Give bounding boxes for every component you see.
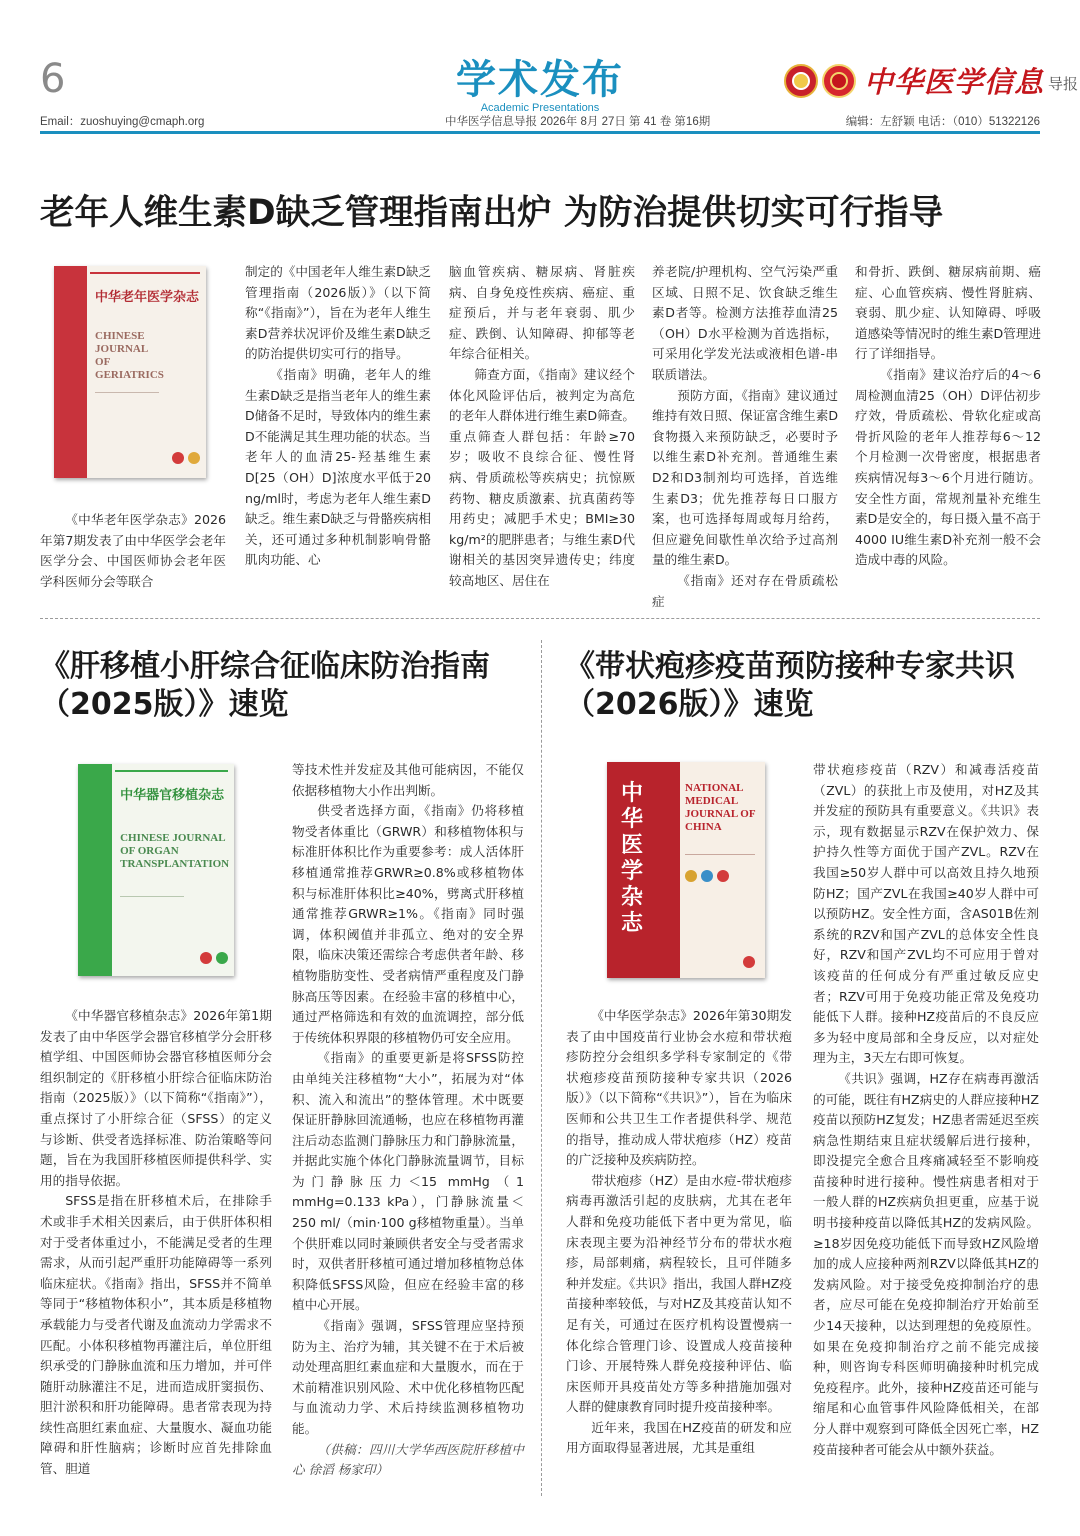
main-col-4-p2: 预防方面，《指南》建议通过维持有效日照、保证富含维生素D食物摄入来预防缺乏，必要时予以维生素D补充剂。普通维生素D2和D3制剂均可选择，首选维生素D3；优先推荐每日口服方案，也可选择每周或每月给药，但应避免间歇性单次给予过高剂量的维生素D。 [652,387,839,568]
zoster-title-line2: （2026版）》速览 [565,687,814,722]
section-divider [40,618,1040,619]
main-col-5-p1: 和骨折、跌倒、糖尿病前期、癌症、心血管疾病、慢性肾脏病、衰弱、肌少症、认知障碍、呼吸道感染等情况时的维生素D管理进行了详细指导。 [855,264,1042,362]
editor-info: 编辑：左舒颖 电话：（010）51322126 [845,116,1040,128]
zoster-col-2 [813,760,1039,1460]
section-masthead [410,58,670,114]
geriatrics-cover-en: CHINESE JOURNAL OF GERIATRICS [95,330,164,381]
liver-col-1-p2: SFSS是指在肝移植术后，在排除手术或非手术相关因素后，由于供肝体积相对于受者体重过小，不能满足受者的生理需求，从而引起严重肝功能障碍等一系列临床症状。《指南》指出，SFSS并不简单等同于“移植物体积小”，其本质是移植物承载能力与受者代谢及血流动力学需求不匹配。小体积移植物再灌注后，单位肝组织承受的门静脉血流和压力增加，并可伴随肝动脉灌注不足，进而造成肝窦损伤、胆汁淤积和肝功能障碍。患者常表现为持续性高胆红素血症、大量腹水、凝血功能障碍和肝性脑病；诊断时应首先排除血管、胆道 [40,1193,272,1477]
column-divider [541,640,542,1496]
main-col-4-p3: 《指南》还对存在骨质疏松症 [652,572,838,609]
brand-logo [784,60,1078,101]
main-headline: 老年人维生素D缺乏管理指南出炉 为防治提供切实可行指导 [40,193,944,233]
brand-emblem-icon [822,64,856,98]
brand-name: 中华医学信息 [864,65,1045,99]
header-meta [40,113,1040,131]
zoster-col-1-p2: 带状疱疹（HZ）是由水痘-带状疱疹病毒再激活引起的皮肤病，尤其在老年人群和免疫功能低下者中更为常见，临床表现主要为沿神经节分布的带状水疱疹，局部刺痛，病程较长，且可伴随多种并发症。《共识》指出，我国人群HZ疫苗接种率较低，与对HZ及其疫苗认知不足有关，可通过在医疗机构设置慢病一体化综合管理门诊、设置成人疫苗接种门诊、开展特殊人群免疫接种评估、临床医师开具疫苗处方等多种措施加强对人群的健康教育同时提升疫苗接种率。 [566,1172,792,1415]
brand-subtitle: 导报 [1048,75,1079,93]
main-col-2 [245,262,431,571]
liver-col-2-p2: 供受者选择方面，《指南》仍将移植物受者体重比（GRWR）和移植物体积与标准肝体积比作为重要参考：成人活体肝移植通常推荐GRWR≥0.8%或移植物体积与标准肝体积比≥40%，劈离式肝移植通常推荐GRWR≥1%。《指南》同时强调，体积阈值并非孤立、绝对的安全界限，临床决策还需综合考虑供者年龄、移植物脂肪变性、受者病情严重程度及门静脉高压等因素。在经验丰富的移植中心，通过严格筛选和有效的血流调控，部分低于传统体积界限的移植物仍可安全应用。 [292,803,524,1045]
main-col-3-p1: 脑血管疾病、糖尿病、肾脏疾病、自身免疫性疾病、癌症、重症预后，并与老年衰弱、肌少症、跌倒、认知障碍、抑郁等老年综合征相关。 [449,264,635,362]
main-caption-text: 《中华老年医学杂志》2026年第7期发表了由中华医学会老年医学分会、中国医师协会老年医学科医师分会等联合 [40,512,226,589]
liver-title-line1: 《肝移植小肝综合征临床防治指南 [40,649,490,684]
zoster-col-1-p1: 《中华医学杂志》2026年第30期发表了由中国疫苗行业协会水痘和带状疱疹防控分会组织多学科专家制定的《带状疱疹疫苗预防接种专家共识（2026版）》（以下简称“《共识》”），旨在为临床医师和公共卫生工作者提供科学、规范的指导，推动成人带状疱疹（HZ）疫苗的广泛接种及疾病防控。 [566,1008,792,1168]
issue-info: 中华医学信息导报 2026年 8月 27日 第 41 卷 第16期 [445,116,711,128]
zoster-col-1 [566,1006,792,1459]
geriatrics-cover-image [54,266,206,478]
brand-seal-icon [784,64,818,98]
liver-credit: （供稿：四川大学华西医院肝移植中心 徐滔 杨家印） [292,1441,524,1478]
section-title: 学术发布 [456,57,624,103]
nmjc-cover-image [607,762,765,978]
main-col-4 [652,262,838,612]
nmjc-cover-en: NATIONAL MEDICAL JOURNAL OF CHINA [685,782,756,833]
main-col-3-p2: 筛查方面，《指南》建议经个体化风险评估后，被判定为高危的老年人群体进行维生素D筛查。重点筛查人群包括：年龄≥70岁；吸收不良综合征、慢性肾病、骨质疏松等疾病史；抗惊厥药物、糖皮质激素、抗真菌药等用药史；减肥手术史；BMI≥30 kg/m²的肥胖患者；与维生素D代谢相关的基因突异遗传史；纬度较高地区、居住在 [449,366,636,588]
zoster-col-2-p2: 《共识》强调，HZ存在病毒再激活的可能，既往有HZ病史的人群应接种HZ疫苗以预防HZ复发；HZ患者需延迟至疾病急性期结束且症状缓解后进行接种，即没提完全愈合且疼痛减轻至不影响疫苗接种时进行接种。慢性病患者相对于一般人群的HZ疾病负担更重，应基于说明书接种疫苗以降低其HZ的发病风险。≥18岁因免疫功能低下而导致HZ风险增加的成人应接种两剂RZV以降低其HZ的发病风险。对于接受免疫抑制治疗的患者，应尽可能在免疫抑制治疗开始前至少14天接种，以达到理想的免疫原性。如果在免疫抑制治疗之前不能完成接种，则咨询专科医师明确接种时机完成免疫程序。此外，接种HZ疫苗还可能与缩尾和心血管事件风险降低相关，在部分人群中观察到可降低全因死亡率，HZ疫苗接种者可能会从中额外获益。 [813,1070,1039,1457]
liver-col-1 [40,1006,272,1480]
organ-cover-en: CHINESE JOURNAL OF ORGAN TRANSPLANTATION [120,832,230,870]
liver-col-2-p4: 《指南》强调，SFSS管理应坚持预防为主、治疗为辅，其关键不在于术后被动处理高胆红素血症和大量腹水，而在于术前精准识别风险、术中优化移植物匹配与血流动力学、术后持续监测移植物功能。 [292,1318,524,1436]
zoster-col-1-p3: 近年来，我国在HZ疫苗的研发和应用方面取得显著进展，尤其是重组 [566,1419,792,1456]
nmjc-cover-title: 中华医学杂志 [621,780,644,936]
liver-col-2-p1: 等技术性并发症及其他可能病因，不能仅依据移植物大小作出判断。 [292,762,524,798]
contact-email: Email：zuoshuying@cmaph.org [40,116,205,128]
main-col-3 [449,262,635,592]
geriatrics-cover-title: 中华老年医学杂志 [95,290,200,305]
liver-col-2-p3: 《指南》的重要更新是将SFSS防控由单纯关注移植物“大小”，拓展为对“体积、流入和流出”的整体管理。术中既要保证肝静脉回流通畅，也应在移植物再灌注后动态监测门静脉压力和门静脉流量，并据此实施个体化门静脉流量调节，目标为门静脉压力＜15 mmHg（1 mmHg=0.133 kPa），门静脉流量＜250 ml/（min·100 g移植物重量）。当单个供肝难以同时兼顾供者安全与受者需求时，双供者肝移植可通过增加移植物总体积降低SFSS风险，但应在经验丰富的移植中心开展。 [292,1050,524,1313]
zoster-article-title [565,648,1045,724]
main-caption [40,510,226,592]
section-subtitle: Academic Presentations [480,102,600,114]
organ-cover-title: 中华器官移植杂志 [120,788,225,803]
zoster-col-2-p1: 带状疱疹疫苗（RZV）和减毒活疫苗（ZVL）的获批上市及使用，对HZ及其并发症的预防具有重要意义。《共识》表示，现有数据显示RZV在保护效力、保护持久性等方面优于国产ZVL。RZV在我国≥50岁人群中可以高效且持久地预防HZ；国产ZVL在我国≥40岁人群中可以预防HZ。安全性方面，含AS01B佐剂系统的RZV和国产ZVL的总体安全性良好，RZV和国产ZVL均不可应用于曾对该疫苗的任何成分有严重过敏反应史者；RZV可用于免疫功能正常及免疫功能低下人群。接种HZ疫苗后的不良反应多为轻中度局部和全身反应，以对症处理为主，3天左右即可恢复。 [813,762,1039,1066]
main-col-2-p1: 制定的《中国老年人维生素D缺乏管理指南（2026版）》（以下简称“《指南》”），旨在为老年人维生素D营养状况评价及维生素D缺乏的防治提供切实可行的指导。 [245,264,432,362]
main-col-5 [855,262,1041,571]
main-col-2-p2: 《指南》明确，老年人的维生素D缺乏是指当老年人的维生素D储备不足时，导致体内的维生素D不能满足其生理功能的状态。当老年人的血清25-羟基维生素D[25（OH）D]浓度水平低于20 ng/ml时，考虑为老年人维生素D缺乏。维生素D缺乏与骨骼疾病相关，还可通过多种机制影响骨骼肌肉功能、心 [245,366,432,568]
header-rule [40,131,1040,134]
liver-col-2 [292,760,524,1481]
main-col-5-p2: 《指南》建议治疗后的4～6周检测血清25（OH）D评估初步疗效，骨质疏松、骨软化症或高骨折风险的老年人推荐每6～12个月检测一次骨密度，根据患者疾病情况每3～6个月进行随访。安全性方面，常规剂量补充维生素D是安全的，每日摄入量不高于4000 IU维生素D补充剂一般不会造成中毒的风险。 [855,366,1042,568]
page-number: 6 [40,56,66,102]
organ-cover-image [78,764,234,976]
liver-title-line2: （2025版）》速览 [40,687,289,722]
liver-article-title [40,648,530,724]
liver-col-1-p1: 《中华器官移植杂志》2026年第1期发表了由中华医学会器官移植学分会肝移植学组、中国医师协会器官移植医师分会组织制定的《肝移植小肝综合征临床防治指南（2025版）》（以下简称“《指南》”），重点探讨了小肝综合征（SFSS）的定义与诊断、供受者选择标准、防治策略等问题，旨在为我国肝移植医师提供科学、实用的指导依据。 [40,1008,272,1188]
zoster-title-line1: 《带状疱疹疫苗预防接种专家共识 [565,649,1015,684]
main-col-4-p1: 养老院/护理机构、空气污染严重区域、日照不足、饮食缺乏维生素D者等。检测方法推荐血清25（OH）D水平检测为首选指标，可采用化学发光法或液相色谱-串联质谱法。 [652,264,838,382]
